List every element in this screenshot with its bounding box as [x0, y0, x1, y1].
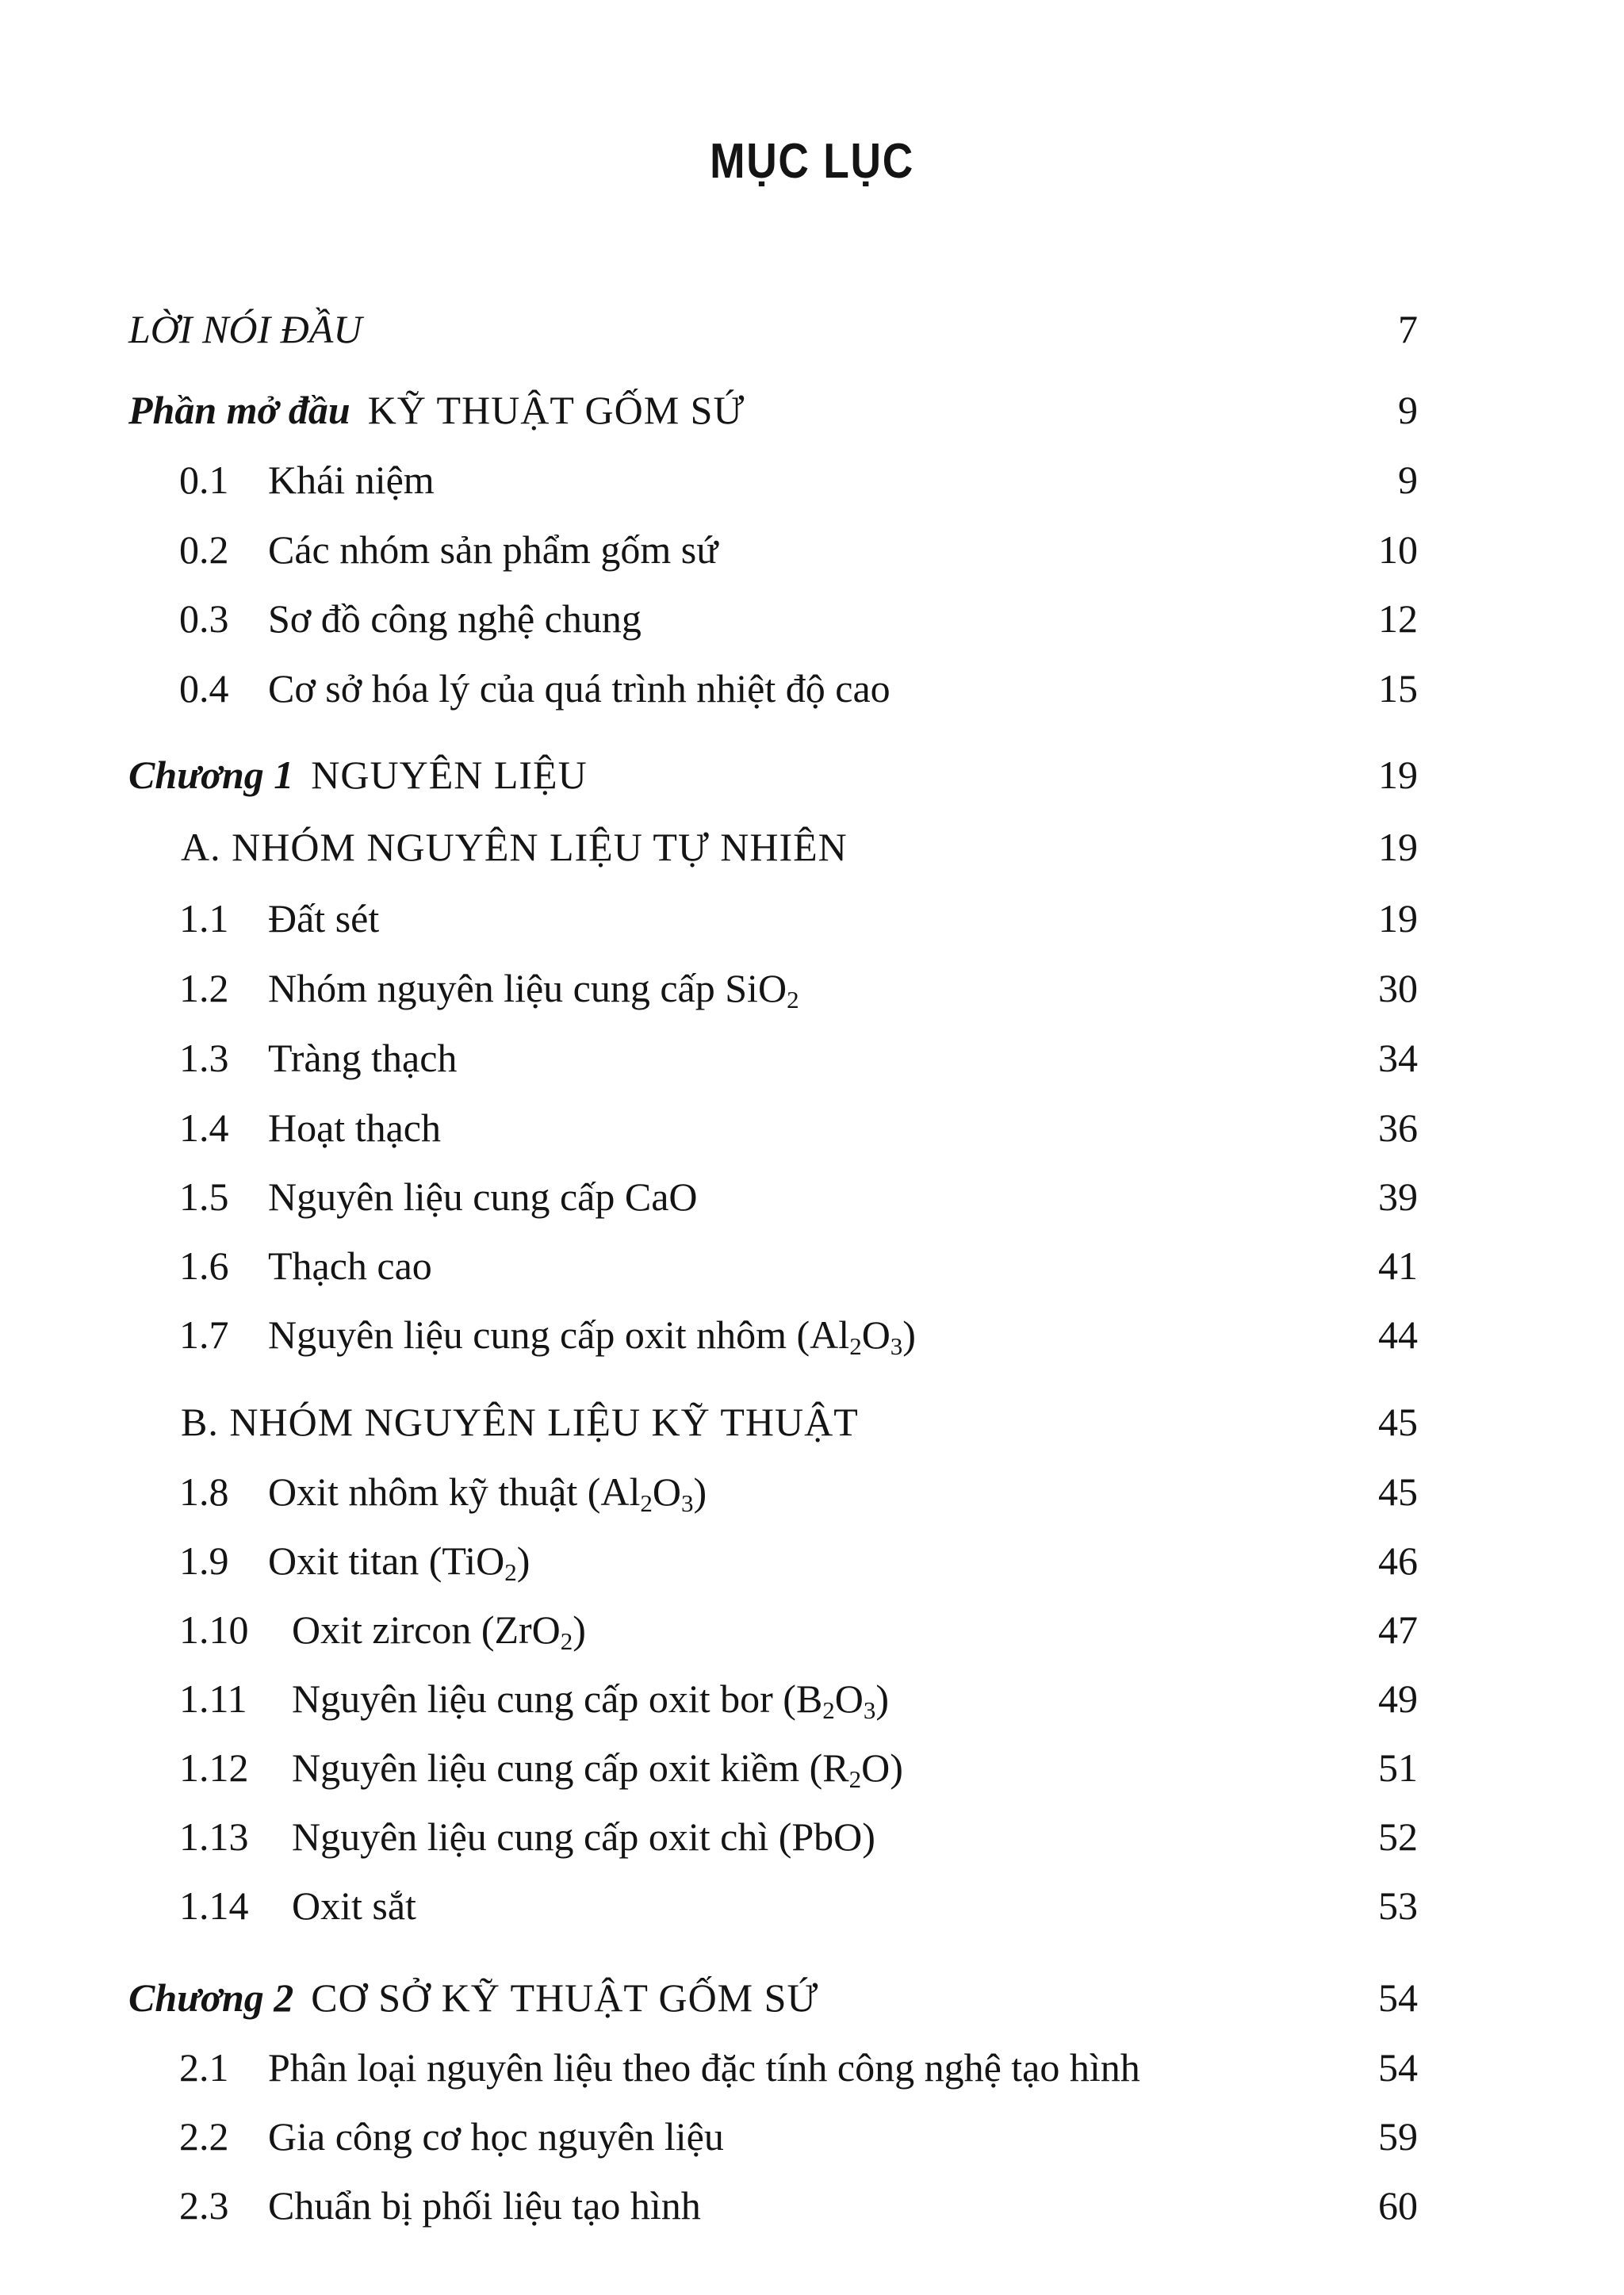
toc-entry-preface: [0, 301, 1624, 357]
toc-entry-1-13: [0, 1809, 1624, 1864]
section-number: 2.3: [179, 2183, 229, 2228]
toc-page-number: 49: [1378, 1676, 1418, 1721]
chapter-1-lead: Chương 1: [128, 753, 294, 797]
toc-entry-1-2: [0, 960, 1624, 1016]
toc-page-number: 45: [1378, 1469, 1418, 1514]
page-title: MỤC LỤC: [710, 134, 914, 189]
section-number: 1.14: [179, 1883, 249, 1928]
toc-page-number: 52: [1378, 1814, 1418, 1859]
section-number: 1.8: [179, 1469, 229, 1514]
preface-label: LỜI NÓI ĐẦU: [128, 307, 362, 351]
toc-page-number: 44: [1378, 1312, 1418, 1357]
toc-entry-1-12: [0, 1740, 1624, 1795]
section-number: 1.4: [179, 1105, 229, 1150]
toc-page-number: 36: [1378, 1105, 1418, 1150]
toc-page-number: 53: [1378, 1883, 1418, 1928]
toc-entry-2-2: [0, 2109, 1624, 2164]
toc-entry-group-a: [0, 819, 1624, 875]
group-b-title: B. NHÓM NGUYÊN LIỆU KỸ THUẬT: [181, 1400, 859, 1444]
toc-page-number: 19: [1378, 896, 1418, 941]
toc-entry-1-3: [0, 1030, 1624, 1086]
toc-page-number: 9: [1398, 388, 1418, 432]
toc-entry-1-9: [0, 1533, 1624, 1588]
chapter-1-title: NGUYÊN LIỆU: [311, 753, 588, 797]
chapter-2-lead: Chương 2: [128, 1975, 294, 2020]
toc-page-number: 30: [1378, 966, 1418, 1010]
toc-page-number: 19: [1378, 753, 1418, 797]
toc-entry-2-3: [0, 2178, 1624, 2233]
section-title: Oxit zircon (ZrO$_2$): [292, 1607, 586, 1655]
toc-entry-1-11: [0, 1671, 1624, 1726]
toc-entry-1-7: [0, 1307, 1624, 1362]
toc-entry-intro: [0, 382, 1624, 438]
chapter-2-title: CƠ SỞ KỸ THUẬT GỐM SỨ: [311, 1975, 819, 2020]
section-title: Oxit titan (TiO$_2$): [268, 1538, 530, 1586]
toc-page-number: 47: [1378, 1607, 1418, 1652]
toc-page-number: 54: [1378, 2045, 1418, 2090]
section-title: Đất sét: [268, 896, 380, 941]
toc-entry-0-4: [0, 661, 1624, 716]
toc-entry-1-6: [0, 1238, 1624, 1293]
toc-entry-1-5: [0, 1169, 1624, 1224]
intro-lead: Phần mở đầu: [128, 388, 350, 432]
toc-entry-1-1: [0, 891, 1624, 946]
toc-entry-group-b: [0, 1394, 1624, 1450]
section-title: Sơ đồ công nghệ chung: [268, 596, 642, 641]
section-number: 1.1: [179, 896, 229, 941]
section-title: Nguyên liệu cung cấp oxit bor $(B_2O_3)$: [292, 1676, 890, 1724]
group-a-title: A. NHÓM NGUYÊN LIỆU TỰ NHIÊN: [181, 825, 848, 869]
section-number: 0.4: [179, 666, 229, 711]
section-number: 1.13: [179, 1814, 249, 1859]
toc-entry-0-3: [0, 591, 1624, 646]
section-title: Tràng thạch: [268, 1036, 458, 1080]
section-title: Oxit nhôm kỹ thuật $(Al_2O_3)$: [268, 1469, 707, 1517]
section-number: 1.10: [179, 1607, 249, 1652]
section-number: 1.12: [179, 1745, 249, 1790]
toc-page-number: 59: [1378, 2114, 1418, 2159]
section-title: Thạch cao: [268, 1243, 432, 1288]
section-number: 1.9: [179, 1538, 229, 1583]
toc-page-number: 10: [1378, 527, 1418, 572]
section-title: Khái niệm: [268, 458, 435, 502]
section-title: Cơ sở hóa lý của quá trình nhiệt độ cao: [268, 666, 891, 711]
intro-title: KỸ THUẬT GỐM SỨ: [367, 388, 745, 432]
section-number: 2.1: [179, 2045, 229, 2090]
section-number: 1.2: [179, 966, 229, 1010]
section-number: 1.5: [179, 1174, 229, 1219]
toc-page-number: 46: [1378, 1538, 1418, 1583]
section-title: Gia công cơ học nguyên liệu: [268, 2114, 724, 2159]
section-number: 0.1: [179, 458, 229, 502]
section-number: 1.3: [179, 1036, 229, 1080]
toc-page-number: 34: [1378, 1036, 1418, 1080]
toc-entry-2-1: [0, 2040, 1624, 2095]
toc-page-number: 12: [1378, 596, 1418, 641]
section-number: 0.2: [179, 527, 229, 572]
toc-entry-1-8: [0, 1464, 1624, 1519]
toc-page-number: 41: [1378, 1243, 1418, 1288]
section-title: Nguyên liệu cung cấp oxit nhôm $(Al_2O_3)$: [268, 1312, 916, 1360]
toc-entry-1-14: [0, 1878, 1624, 1933]
section-title: Nguyên liệu cung cấp oxit chì (PbO): [292, 1814, 875, 1859]
toc-entry-0-1: [0, 452, 1624, 508]
toc-entry-1-10: [0, 1602, 1624, 1657]
toc-page-number: 9: [1398, 458, 1418, 502]
section-title: Hoạt thạch: [268, 1105, 441, 1150]
section-title: Nhóm nguyên liệu cung cấp SiO$_2$: [268, 966, 799, 1013]
section-number: 1.7: [179, 1312, 229, 1357]
toc-entry-chapter-1: [0, 747, 1624, 803]
section-number: 0.3: [179, 596, 229, 641]
toc-page-number: 7: [1398, 307, 1418, 351]
toc-page-number: 60: [1378, 2183, 1418, 2228]
toc-page-number: 54: [1378, 1975, 1418, 2020]
section-number: 1.6: [179, 1243, 229, 1288]
section-title: Nguyên liệu cung cấp oxit kiềm $(R_2O)$: [292, 1745, 903, 1793]
toc-page-number: 51: [1378, 1745, 1418, 1790]
section-number: 1.11: [179, 1676, 247, 1721]
toc-page-number: 19: [1378, 825, 1418, 869]
section-title: Các nhóm sản phẩm gốm sứ: [268, 527, 718, 572]
section-title: Nguyên liệu cung cấp CaO: [268, 1174, 698, 1219]
toc-entry-1-4: [0, 1100, 1624, 1155]
toc-page-number: 15: [1378, 666, 1418, 711]
toc-entry-chapter-2: [0, 1970, 1624, 2025]
toc-page-number: 45: [1378, 1400, 1418, 1444]
section-title: Phân loại nguyên liệu theo đặc tính công nghệ tạo hình: [268, 2045, 1140, 2090]
toc-page-number: 39: [1378, 1174, 1418, 1219]
toc-entry-0-2: [0, 522, 1624, 577]
section-number: 2.2: [179, 2114, 229, 2159]
section-title: Chuẩn bị phối liệu tạo hình: [268, 2183, 701, 2228]
section-title: Oxit sắt: [292, 1883, 416, 1928]
